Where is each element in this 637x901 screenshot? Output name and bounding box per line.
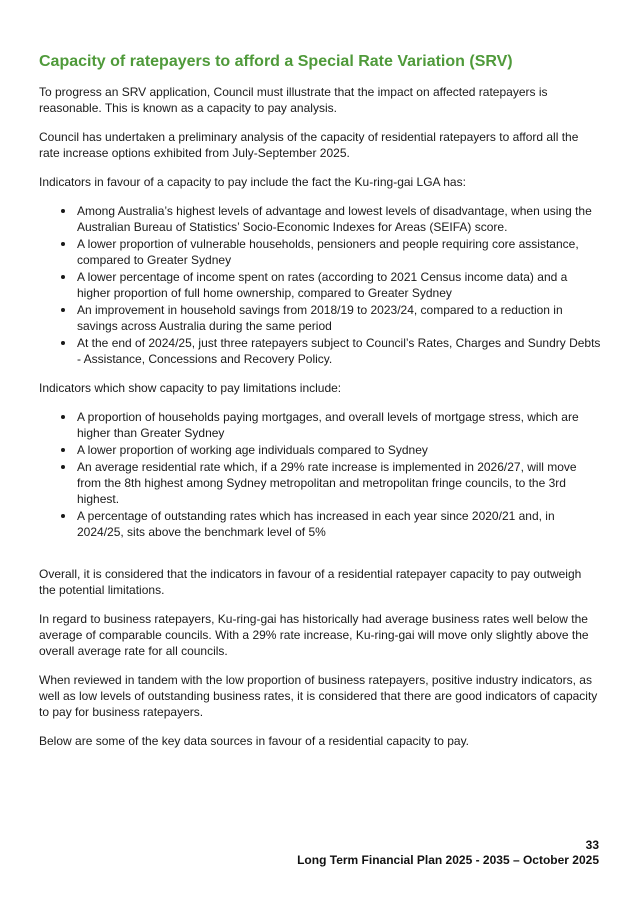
paragraph-limitations-intro: Indicators which show capacity to pay limitations include: bbox=[39, 381, 342, 395]
document-title: Long Term Financial Plan 2025 - 2035 – October 2025 bbox=[297, 853, 599, 867]
list-item: An improvement in household savings from 2018/19 to 2023/24, compared to a reduction in savings across Australia during the same period bbox=[77, 302, 601, 334]
list-item: A proportion of households paying mortgages, and overall levels of mortgage stress, which are higher than Greater Sydney bbox=[77, 409, 601, 441]
paragraph-business-capacity: When reviewed in tandem with the low proportion of business ratepayers, positive industry indicators, as well as low levels of outstanding business rates, it is considered that there are good indicators of capacity to pay for business ratepayers. bbox=[39, 673, 598, 719]
favour-indicators-list bbox=[39, 203, 601, 367]
list-item: At the end of 2024/25, just three ratepayers subject to Council’s Rates, Charges and Sundry Debts - Assistance, Concessions and Recovery Policy. bbox=[77, 336, 601, 366]
paragraph-business-ratepayers: In regard to business ratepayers, Ku-ring-gai has historically had average business rates well below the average of comparable councils. With a 29% rate increase, Ku-ring-gai will move only slightly above the overall average rate for all councils. bbox=[39, 612, 589, 658]
list-item: A lower proportion of vulnerable households, pensioners and people requiring core assistance, compared to Greater Sydney bbox=[77, 236, 601, 268]
document-page bbox=[39, 52, 601, 762]
list-item: A percentage of outstanding rates which has increased in each year since 2020/21 and, in 2024/25, sits above the benchmark level of 5% bbox=[77, 508, 601, 540]
page-number: 33 bbox=[585, 838, 599, 852]
page-footer bbox=[297, 838, 599, 868]
list-item: An average residential rate which, if a 29% rate increase is implemented in 2026/27, will move from the 8th highest among Sydney metropolitan and metropolitan fringe councils, to the 3rd highest. bbox=[77, 459, 601, 507]
list-item: Among Australia’s highest levels of advantage and lowest levels of disadvantage, when using the Australian Bureau of Statistics’ Socio-Economic Indexes for Areas (SEIFA) score. bbox=[77, 203, 601, 235]
list-item: A lower percentage of income spent on rates (according to 2021 Census income data) and a higher proportion of full home ownership, compared to Greater Sydney bbox=[77, 269, 601, 301]
paragraph-srv-intro: To progress an SRV application, Council must illustrate that the impact on affected ratepayers is reasonable. This is known as a capacity to pay analysis. bbox=[39, 85, 548, 115]
section-heading: Capacity of ratepayers to afford a Special Rate Variation (SRV) bbox=[39, 53, 513, 70]
paragraph-favour-intro: Indicators in favour of a capacity to pay include the fact the Ku-ring-gai LGA has: bbox=[39, 175, 466, 189]
limitation-indicators-list bbox=[39, 409, 601, 540]
spacer bbox=[39, 553, 601, 566]
list-item: A lower proportion of working age individuals compared to Sydney bbox=[77, 442, 601, 458]
paragraph-data-sources: Below are some of the key data sources in favour of a residential capacity to pay. bbox=[39, 734, 470, 748]
paragraph-overall-conclusion: Overall, it is considered that the indicators in favour of a residential ratepayer capacity to pay outweigh the potential limitations. bbox=[39, 567, 582, 597]
paragraph-preliminary-analysis: Council has undertaken a preliminary analysis of the capacity of residential ratepayers to afford all the rate increase options exhibited from July-September 2025. bbox=[39, 130, 579, 160]
